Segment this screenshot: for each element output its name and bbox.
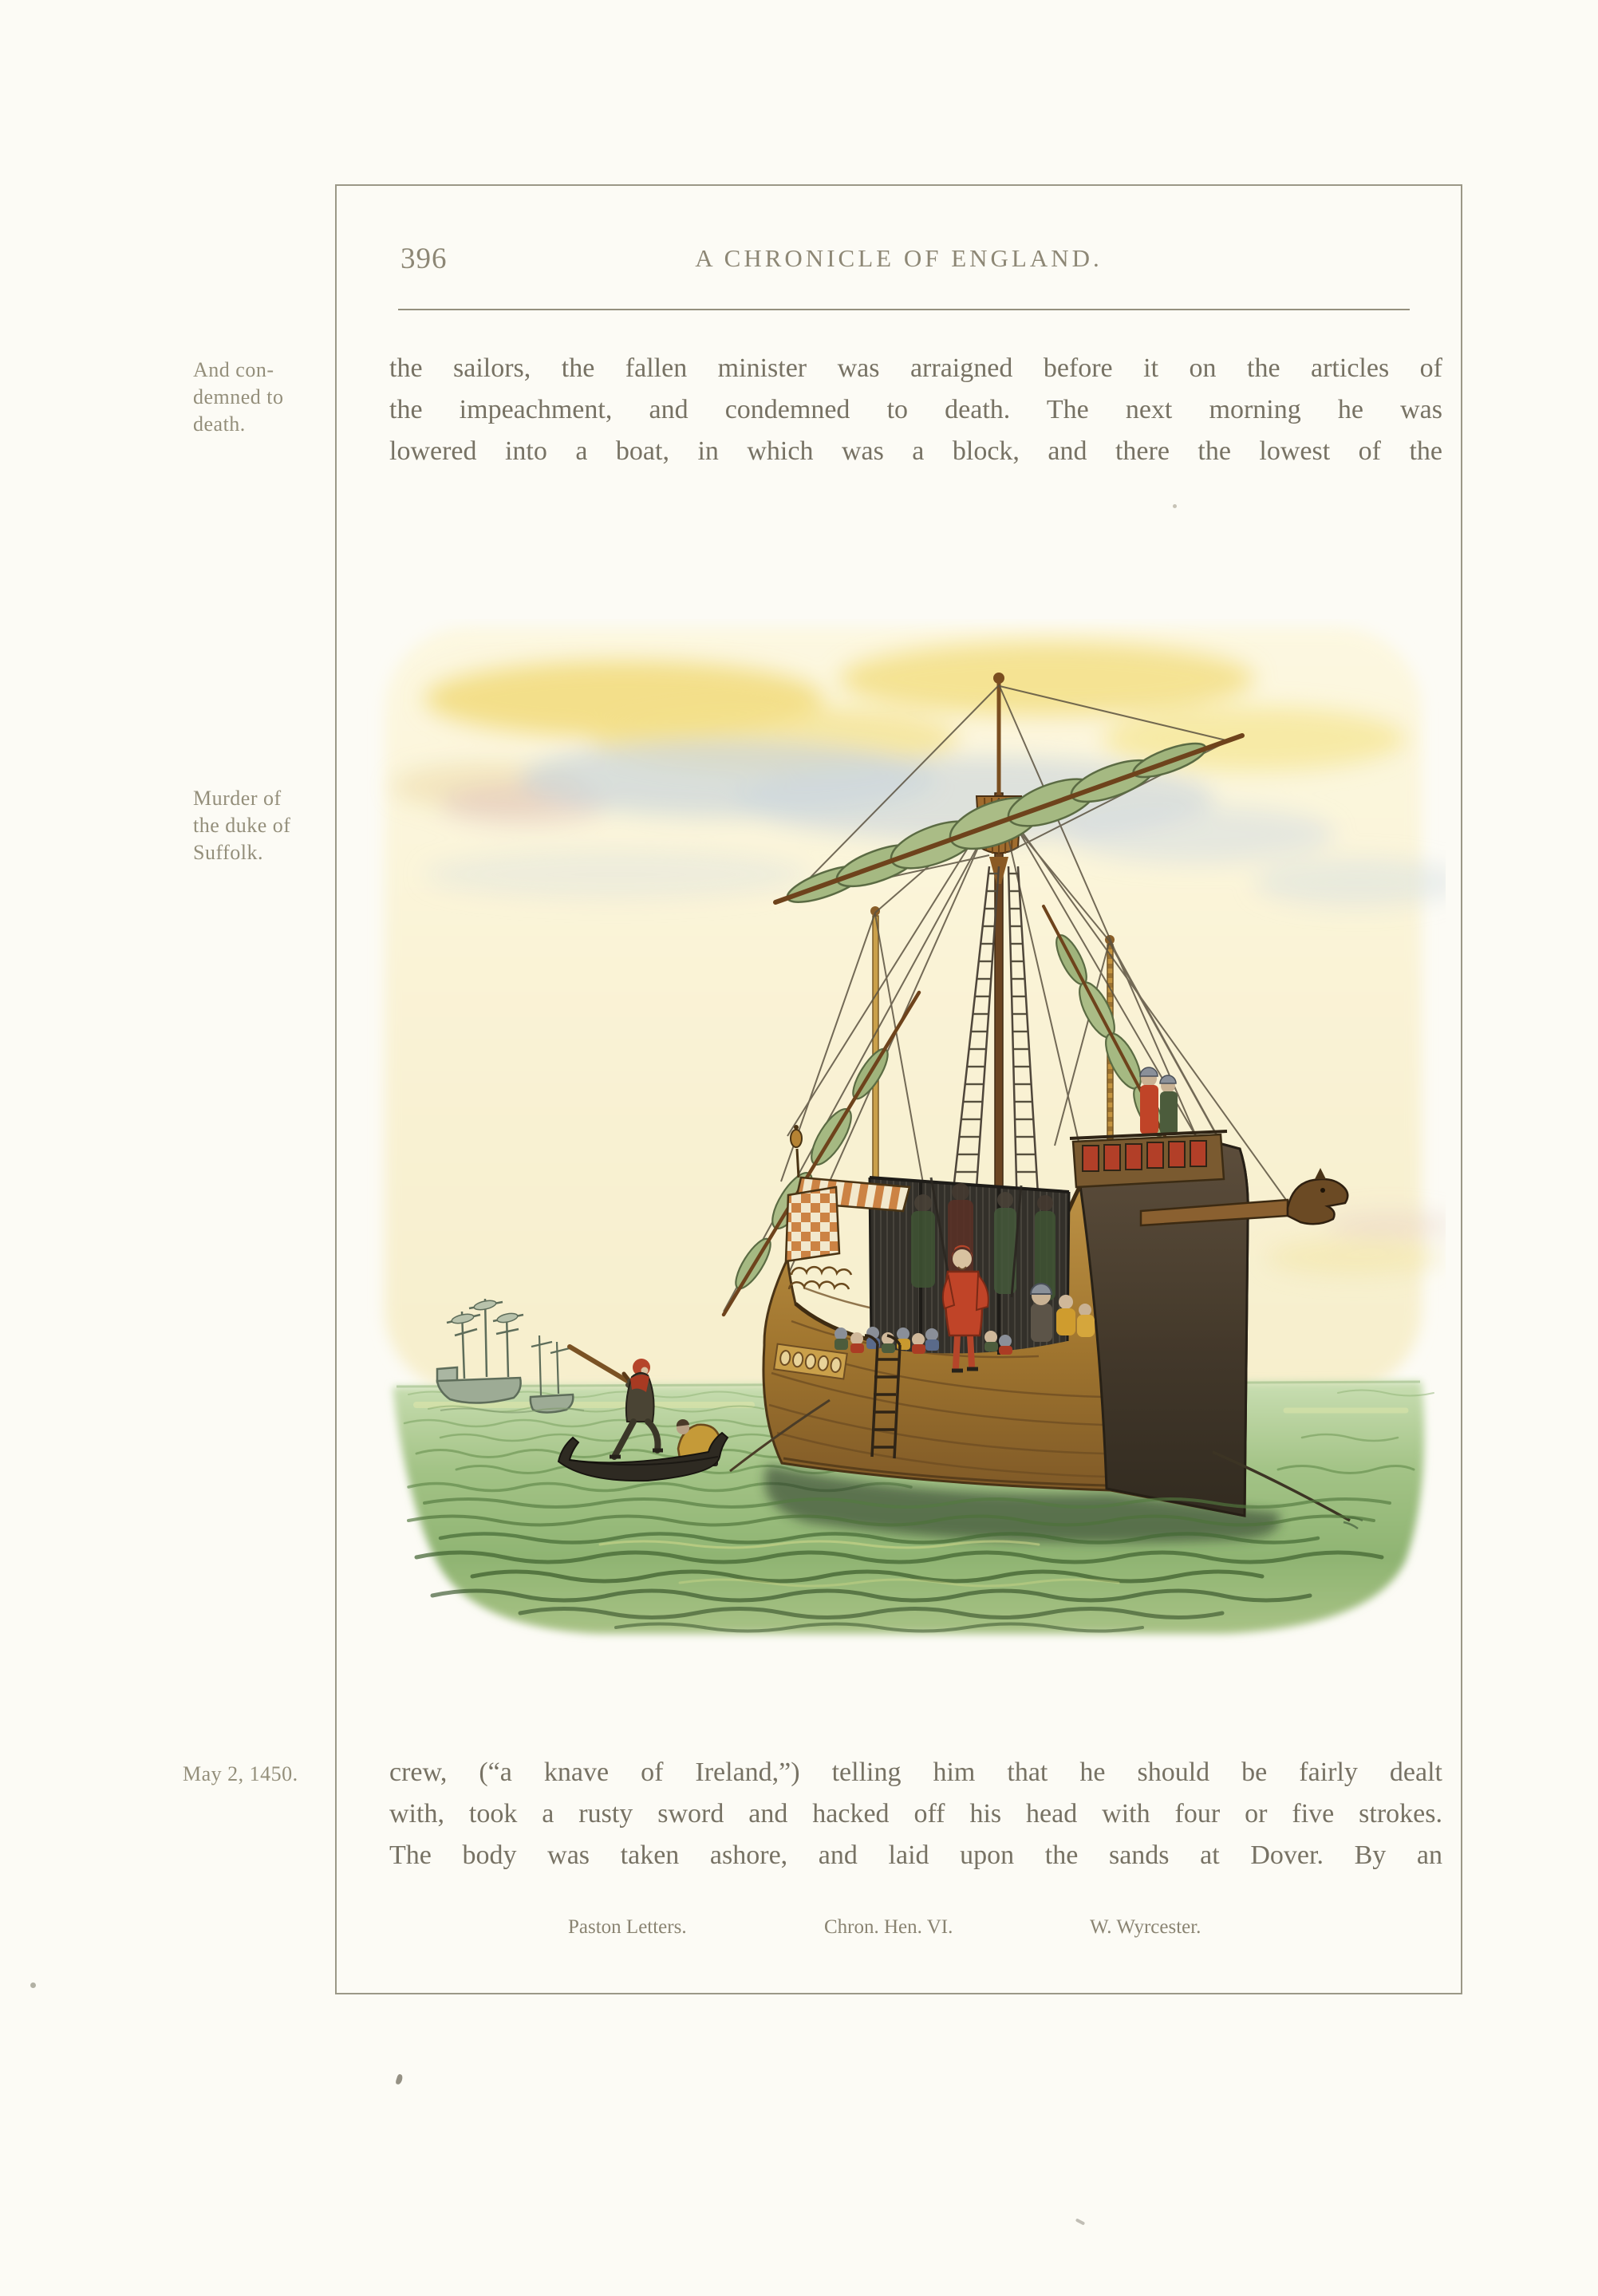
footnote-citations [0, 1916, 1598, 1948]
margin-note-line: May 2, 1450. [183, 1762, 298, 1785]
margin-note-date [183, 1761, 350, 1788]
citation-w-wyrcester: W. Wyrcester. [1090, 1916, 1201, 1938]
scan-speck [395, 2073, 404, 2085]
body-line: the impeachment, and condemned to death. The next morning he was [389, 395, 1442, 424]
margin-note-condemned [193, 357, 329, 438]
margin-note-murder-of-suffolk [193, 785, 337, 866]
scan-speck [1173, 504, 1177, 508]
figure-helmet [1031, 1284, 1052, 1342]
margin-note-line: Suffolk. [193, 841, 264, 864]
citation-chron-hen-vi: Chron. Hen. VI. [824, 1916, 953, 1938]
scan-speck [1075, 2218, 1085, 2225]
body-line: The body was taken ashore, and laid upon the sands at Dover. By an [389, 1840, 1442, 1870]
body-line: the sailors, the fallen minister was arraigned before it on the articles of [389, 353, 1442, 383]
illustration-murder-of-suffolk [361, 619, 1446, 1645]
body-paragraph-top [389, 348, 1442, 472]
header-rule [398, 309, 1410, 310]
body-paragraph-bottom [389, 1752, 1442, 1876]
margin-note-line: Murder of [193, 787, 282, 810]
citation-paston-letters: Paston Letters. [568, 1916, 687, 1938]
margin-note-line: demned to [193, 385, 284, 408]
body-line: with, took a rusty sword and hacked off his head with four or five strokes. [389, 1799, 1442, 1829]
body-line: crew, (“a knave of Ireland,”) telling him that he should be fairly dealt [389, 1758, 1442, 1787]
margin-note-line: death. [193, 412, 246, 436]
scan-speck [30, 1982, 36, 1988]
running-title: A CHRONICLE OF ENGLAND. [695, 244, 1103, 272]
body-line: lowered into a boat, in which was a block, and there the lowest of the [389, 436, 1442, 466]
page-number: 396 [400, 243, 448, 275]
ship-bow-shadow [1080, 1138, 1248, 1516]
margin-note-line: And con- [193, 358, 274, 381]
margin-note-line: the duke of [193, 814, 291, 837]
